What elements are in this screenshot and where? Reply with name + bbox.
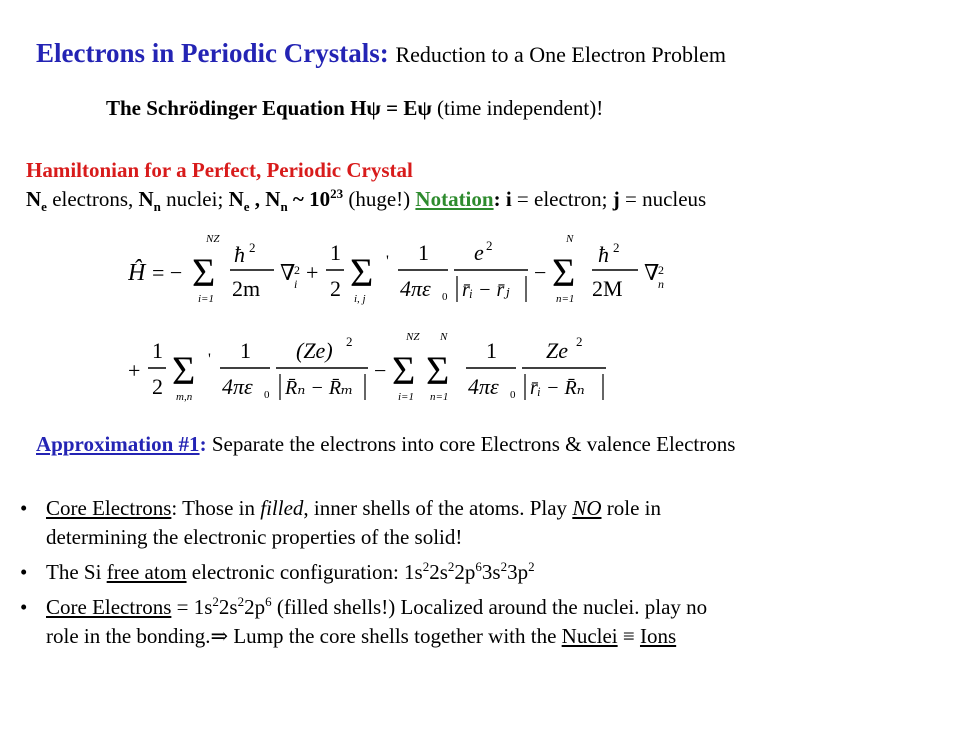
core-electrons-term: Core Electrons [46, 496, 172, 520]
page-title [36, 38, 726, 69]
bullet-dot: • [20, 496, 28, 520]
config-orbital: 2p [454, 560, 476, 584]
nn-sub: n [153, 199, 161, 215]
bullet-text: determining the electronic properties of the solid! [46, 525, 463, 549]
sum1-sigma: Σ [192, 250, 216, 295]
title-sub: Reduction to a One Electron Problem [395, 42, 726, 67]
title-main: Electrons in Periodic Crystals: [36, 38, 389, 68]
frac8-num-exp: 2 [576, 334, 583, 349]
frac6-num-exp: 2 [346, 334, 353, 349]
sum1-lower: i=1 [198, 293, 214, 305]
config-exp: 2 [528, 559, 535, 574]
frac7-den-sub: 0 [510, 389, 516, 401]
half2-num: 1 [152, 338, 163, 363]
frac2-den-sub: 0 [442, 291, 448, 303]
frac5-den: 4πε [222, 374, 253, 399]
config-exp: 6 [265, 594, 272, 609]
config-orbital: 2p [244, 595, 266, 619]
ne-sub: e [41, 199, 47, 215]
frac6-num: (Ze) [296, 338, 333, 363]
i-label: i [505, 187, 512, 211]
exp-text: 23 [330, 186, 344, 201]
free-atom-term: free atom [106, 560, 187, 584]
sum6-upper: N [440, 331, 448, 343]
config-orbital: 3s [481, 560, 501, 584]
bullet-list [20, 494, 950, 657]
sum6-sigma: Σ [426, 348, 450, 393]
minus3: − [374, 358, 387, 383]
frac8-num: Ze [546, 338, 568, 363]
nn-symbol: N [138, 187, 154, 211]
bullet-text: electronic configuration: 1s [186, 560, 423, 584]
bullet-text: role in the bonding.⇒ Lump the core shells together with the [46, 624, 562, 648]
bullet-text: role in [601, 496, 661, 520]
bullet-text: , inner shells of the atoms. Play [303, 496, 573, 520]
frac5-num: 1 [240, 338, 251, 363]
half1-den: 2 [330, 276, 341, 301]
bullet-dot: • [20, 560, 28, 584]
frac7-num: 1 [486, 338, 497, 363]
sum3-lower: n=1 [556, 293, 575, 305]
ne2-sub: e [243, 199, 250, 215]
nuclei-text: nuclei; [160, 187, 229, 211]
hamiltonian-equation [128, 222, 688, 417]
list-item [20, 558, 950, 587]
sum4-prime: ' [208, 351, 211, 368]
electrons-text: electrons, [46, 187, 139, 211]
comma-text: , [249, 187, 266, 211]
schrodinger-line [106, 96, 603, 121]
config-orbital: 2s [218, 595, 238, 619]
sum3-upper: N [566, 233, 574, 245]
frac4-num-exp: 2 [613, 240, 620, 255]
frac5-den-sub: 0 [264, 389, 270, 401]
frac1-den: 2m [232, 276, 261, 301]
frac3-num: e [474, 240, 484, 265]
i-def: = electron; [511, 187, 613, 211]
nabla-n: ∇ [644, 260, 660, 285]
frac7-den: 4πε [468, 374, 499, 399]
sum2-sigma: Σ [350, 250, 374, 295]
sum1-upper: NZ [206, 233, 220, 245]
nabla-n-exp: 2 [658, 263, 664, 277]
j-label: j [612, 187, 620, 211]
nn2-symbol: N [265, 187, 281, 211]
sum2-prime: ' [386, 253, 389, 270]
list-item [20, 494, 950, 552]
nuclei-term: Nuclei [561, 624, 618, 648]
config-exp: 6 [475, 559, 482, 574]
sum4-sigma: Σ [172, 348, 196, 393]
huge-text: (huge!) [343, 187, 416, 211]
frac4-den: 2M [592, 276, 623, 301]
plus2: + [128, 358, 141, 383]
config-exp: 2 [422, 559, 430, 574]
sum2-lower: i, j [354, 293, 366, 305]
frac4-num: ħ [598, 242, 609, 267]
list-item [20, 593, 950, 651]
nabla-i-sub: i [294, 277, 298, 291]
ions-term: Ions [639, 624, 677, 648]
approximation-line [36, 432, 735, 457]
filled-word: filled [260, 496, 304, 520]
approximation-label: Approximation #1 [36, 432, 200, 456]
ne-symbol: N [26, 187, 42, 211]
config-orbital: 2s [429, 560, 448, 584]
counts-line [26, 186, 706, 215]
eq-minus: = − [152, 260, 183, 285]
nabla-i-exp: 2 [294, 263, 300, 277]
hamiltonian-heading: Hamiltonian for a Perfect, Periodic Crystal [26, 158, 413, 182]
sum4-lower: m,n [176, 391, 193, 403]
ne2-symbol: N [228, 187, 244, 211]
bullet-text: : Those in [171, 496, 261, 520]
schrodinger-rest: (time independent)! [437, 96, 604, 120]
config-orbital: 3p [507, 560, 529, 584]
frac6-den: R̄ₙ − R̄ₘ [285, 377, 354, 399]
frac8-den: r̄ᵢ − R̄ₙ [530, 377, 585, 399]
bullet-text: The Si [46, 560, 107, 584]
config-exp: 2 [447, 559, 455, 574]
half2-den: 2 [152, 374, 163, 399]
equiv-sign: ≡ [617, 624, 640, 648]
no-word: NO [572, 496, 602, 520]
sum3-sigma: Σ [552, 250, 576, 295]
notation-label: Notation [415, 187, 494, 211]
schrodinger-bold: The Schrödinger Equation Hψ = Eψ [106, 96, 432, 120]
approx-text: ~ 10 [287, 187, 331, 211]
bullet-text: (filled shells!) Localized around the nuclei. play no [271, 595, 708, 619]
frac3-num-exp: 2 [486, 238, 493, 253]
config-exp: 2 [500, 559, 508, 574]
frac1-num: ħ [234, 242, 245, 267]
j-def: = nucleus [619, 187, 707, 211]
nabla-i: ∇ [280, 260, 296, 285]
core-electrons-term: Core Electrons [46, 595, 172, 619]
plus1: + [306, 260, 319, 285]
approximation-colon: : [199, 432, 207, 456]
nn2-sub: n [280, 199, 288, 215]
notation-colon: : [493, 187, 506, 211]
sum6-lower: n=1 [430, 391, 449, 403]
config-exp: 2 [237, 594, 245, 609]
frac1-num-exp: 2 [249, 240, 256, 255]
config-exp: 2 [212, 594, 219, 609]
hamiltonian-symbol: Ĥ [128, 260, 146, 286]
half1-num: 1 [330, 240, 341, 265]
frac3-den: r̄ᵢ − r̄ⱼ [462, 279, 510, 301]
bullet-text: = 1s [171, 595, 213, 619]
frac2-num: 1 [418, 240, 429, 265]
sum5-lower: i=1 [398, 391, 414, 403]
sum5-upper: NZ [406, 331, 420, 343]
nabla-n-sub: n [658, 277, 664, 291]
minus2: − [534, 260, 547, 285]
sum5-sigma: Σ [392, 348, 416, 393]
approximation-text: Separate the electrons into core Electrons & valence Electrons [206, 432, 736, 456]
bullet-dot: • [20, 595, 28, 619]
frac2-den: 4πε [400, 276, 431, 301]
